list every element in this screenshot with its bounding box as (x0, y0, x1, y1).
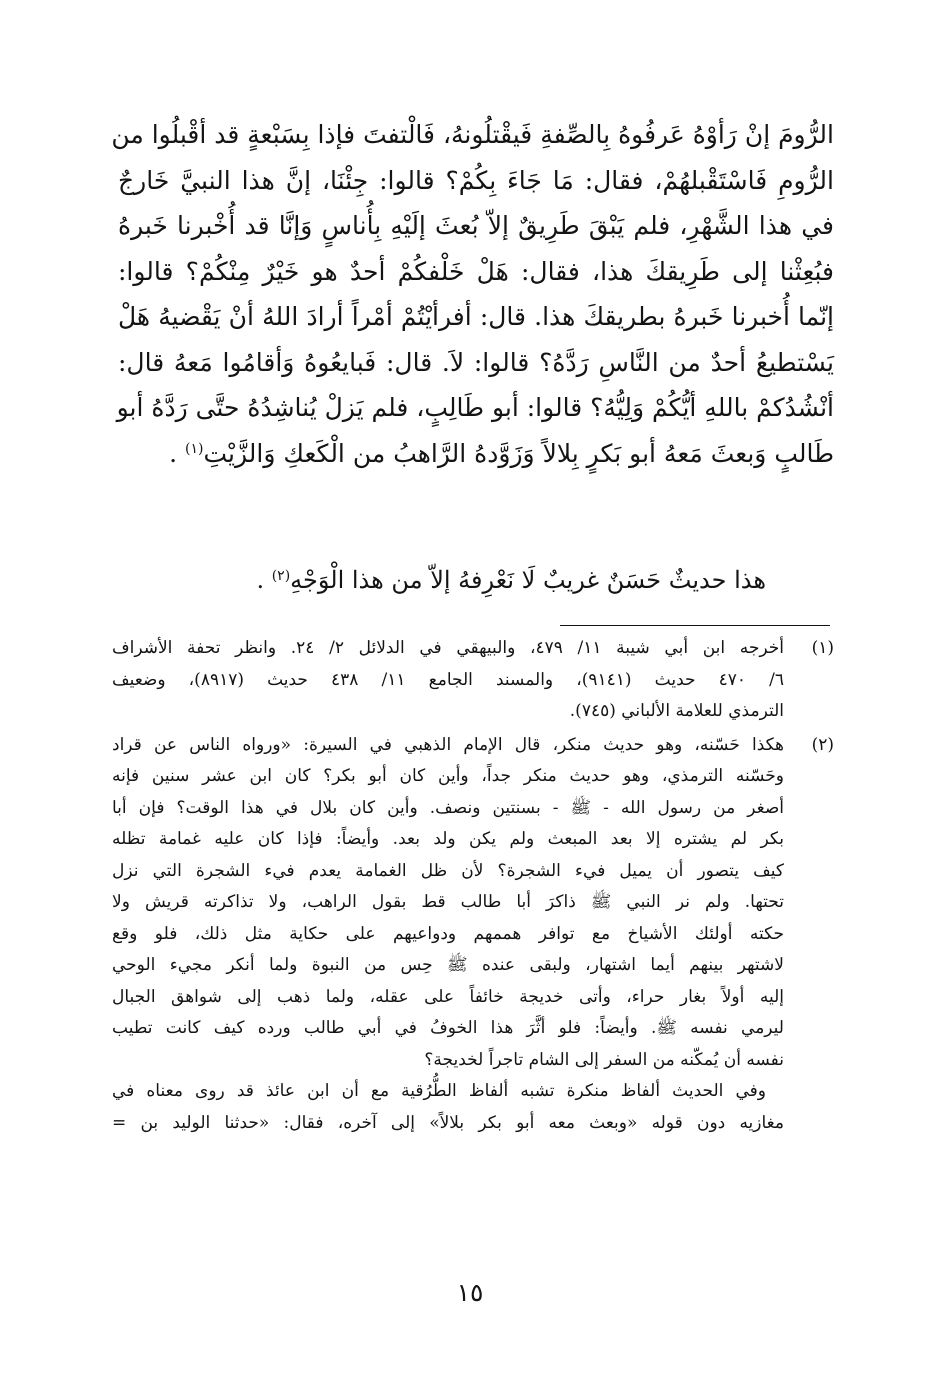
footnote-divider (560, 625, 830, 626)
footnote-line: هكذا حَسّنه، وهو حديث منكر، قال الإمام الذهبي في السيرة: «ورواه الناس عن قراد (112, 734, 784, 755)
footnote-paragraph (112, 1076, 784, 1139)
footnote-body (112, 730, 784, 1140)
sentence-end: . (169, 438, 186, 468)
footnote-body (112, 633, 784, 728)
footnote-line: ٦/ ٤٧٠ حديث (٩١٤١)، والمسند الجامع ١١/ ٤٣٨ حديث (٨٩١٧)، وضعيف (112, 669, 784, 690)
footnote-line: كيف يتصور أن يميل فيء الشجرة؟ لأن ظل الغمامة يعدم فيء الشجرة التي نزل (112, 860, 784, 881)
main-hadith-text (111, 112, 834, 476)
footnote-1 (112, 633, 834, 728)
footnote-line: الترمذي للعلامة الألباني (٧٤٥). (569, 701, 784, 721)
text-line: الرُّومَ إنْ رَأوْهُ عَرفُوهُ بِالصِّفةِ فَيقْتلُونهُ، فَالْتفتَ فإذا بِسَبْعةٍ قد أقْبلُوا من (111, 120, 834, 149)
footnote-line: وحَسّنه الترمذي، وهو حديث منكر جداً، وأين كان أبو بكر؟ كان ابن عشر سنين فإنه (112, 766, 784, 786)
footnote-line: ليرمي نفسه ﷺ. وأيضاً: فلو أثَّرَ هذا الخوفُ في أبي طالب ورده كيف كانت تطيب (112, 1018, 784, 1038)
footnotes-section (112, 633, 834, 1141)
footnote-line: حكته أولئك الأشياخ مع توافر هممهم ودواعيهم على حكاية مثل ذلك، فلو وقع (112, 923, 784, 944)
sentence-end: . (256, 566, 272, 594)
footnote-number: (٢) (811, 734, 834, 755)
footnote-line: نفسه أن يُمكّنه من السفر إلى الشام تاجراً لخديجة؟ (424, 1049, 784, 1070)
footnote-ref-2[interactable]: (٢) (271, 568, 291, 584)
text-line: إنّما أُخبرنا خَبرهُ بطريقكَ هذا. قال: أفرأيْتُمْ أمْراً أرادَ اللهُ أنْ يَقْضيهُ هَلْ (118, 302, 834, 331)
text-line: فبُعِثْنا إلى طَرِيقكَ هذا، فقال: هَلْ خَلْفكُمْ أحدٌ هو خَيْرٌ مِنْكُمْ؟ قالوا: (118, 256, 834, 286)
text-line: أنْشُدُكمْ باللهِ أيُّكُمْ وَلِيُّهُ؟ قالوا: أبو طَالِبٍ، فلم يَزلْ يُناشِدُهُ حتَّى رَدَّهُ أبو (116, 393, 834, 422)
hadith-verdict (200, 560, 766, 600)
footnote-number: (١) (811, 638, 834, 658)
footnote-line: مغازيه دون قوله «وبعث معه أبو بكر بلالاً» إلى آخره، فقال: «حدثنا الوليد بن = (112, 1112, 784, 1133)
page-number: ١٥ (456, 1278, 484, 1307)
footnote-line: إليه أولاً بغار حراء، وأتى خديجة خائفاً على عقله، ولما ذهب إلى شواهق الجبال (112, 986, 784, 1007)
footnote-line: أخرجه ابن أبي شيبة ١١/ ٤٧٩، والبيهقي في الدلائل ٢/ ٢٤. وانظر تحفة الأشراف (112, 638, 784, 658)
verdict-text: هذا حديثٌ حَسَنٌ غريبٌ لَا نَعْرِفهُ إلاّ من هذا الْوَجْهِ (290, 566, 766, 594)
text-line: يَسْتطيعُ أحدٌ من النَّاسِ رَدَّهُ؟ قالوا: لاَ. قال: فَبايعُوهُ وَأقامُوا مَعهُ قال: (118, 347, 834, 377)
text-line: في هذا الشَّهْرِ، فلم يَبْقَ طَرِيقٌ إلاّ بُعثَ إلَيْهِ بِأُناسٍ وَإنَّا قد أُخْبرنا خَبرهُ (118, 211, 834, 240)
text-line-last (118, 431, 834, 477)
footnote-2 (112, 730, 834, 1140)
text-line: طَالبٍ وَبعثَ مَعهُ أبو بَكرٍ بِلالاً وَزَوَّدهُ الرَّاهبُ من الْكَعكِ وَالزَّيْتِ (203, 438, 834, 468)
text-line: الرُّومِ فَاسْتَقْبلهُمْ، فقال: مَا جَاءَ بِكُمْ؟ قالوا: جِئْنَا، إنَّ هذا النبيَّ خَارجٌ (118, 165, 834, 195)
footnote-line: أصغر من رسول الله - ﷺ - بسنتين ونصف. وأين كان بلال في هذا الوقت؟ فإن أبا (112, 797, 784, 818)
footnote-line: بكر لم يشتره إلا بعد المبعث ولم يكن ولد بعد. وأيضاً: فإذا كان عليه غمامة تظله (112, 829, 784, 849)
footnote-ref-1[interactable]: (١) (185, 440, 204, 457)
footnote-line: وفي الحديث ألفاظ منكرة تشبه ألفاظ الطُّرُقية مع أن ابن عائذ قد روى معناه في (112, 1081, 766, 1101)
footnote-line: لاشتهر بينهم أيما اشتهار، ولبقى عنده ﷺ حِس من النبوة ولما أنكر مجيء الوحي (112, 955, 784, 975)
footnote-line: تحتها. ولم نر النبي ﷺ ذاكرَ أبا طالب قط بقول الراهب، ولا تذاكرته قريش ولا (112, 892, 784, 912)
